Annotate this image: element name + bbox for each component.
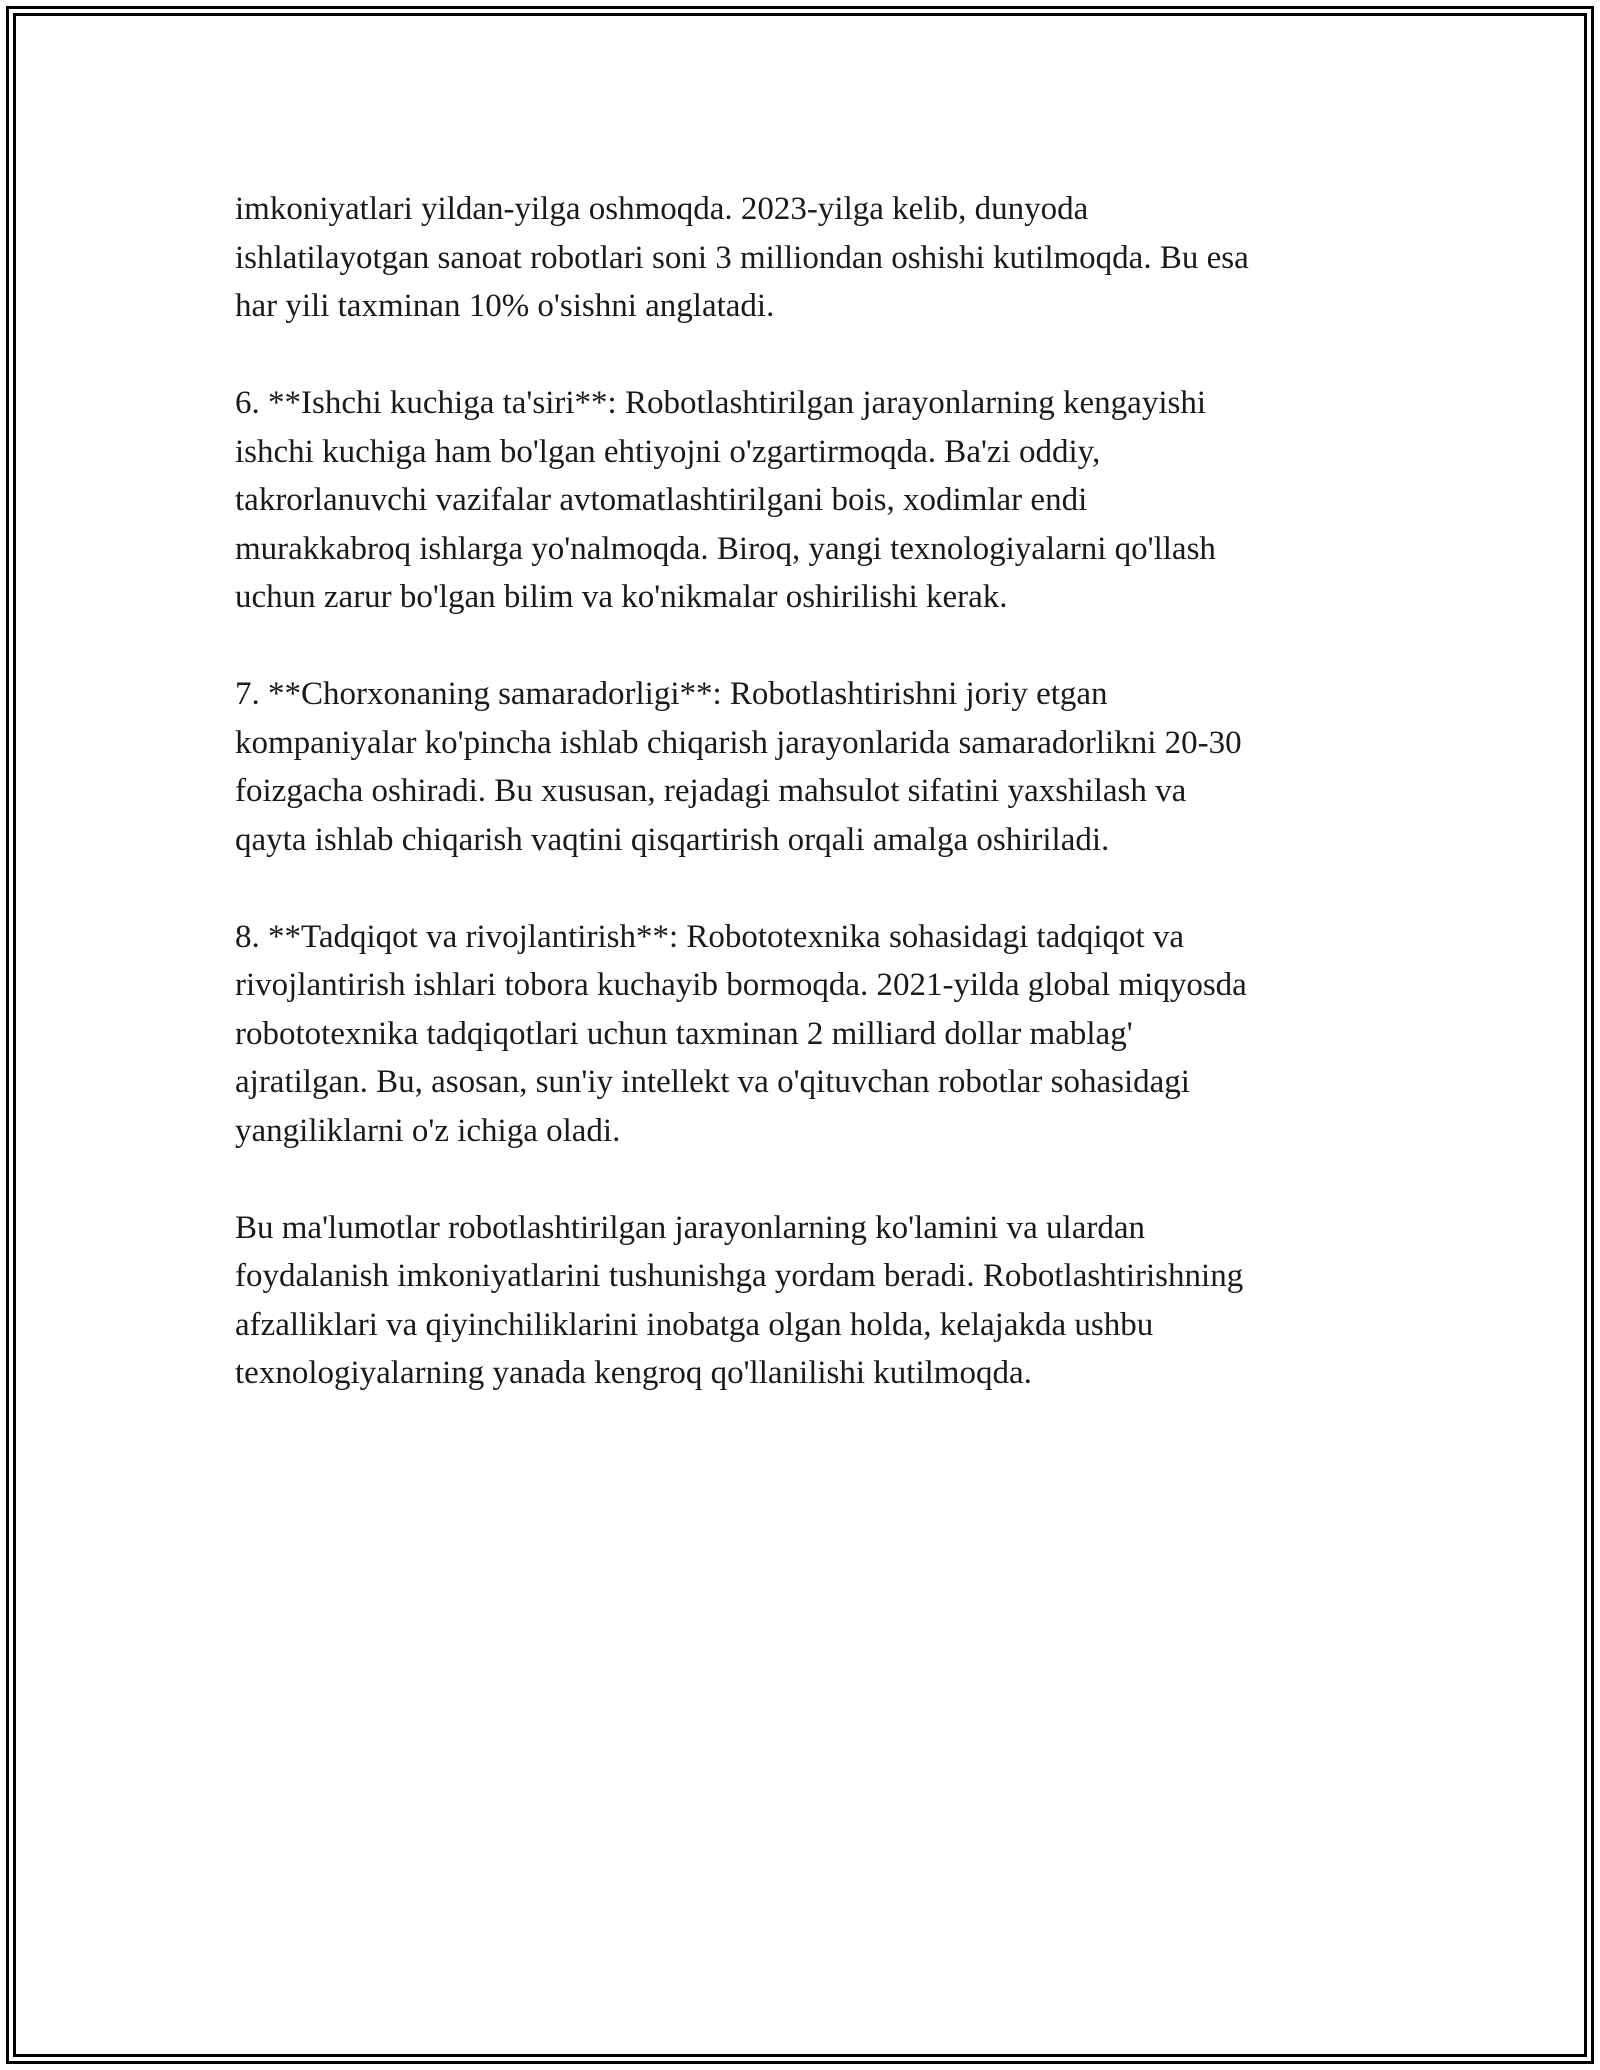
document-body — [235, 185, 1385, 1446]
paragraph-item-7: 7. **Chorxonaning samaradorligi**: Robotlashtirishni joriy etgan kompaniyalar ko'pincha ishlab chiqarish jarayonlarida samaradorlikni 20-30 foizgacha oshiradi. Bu xususan, rejadagi mahsulot sifatini yaxshilash va qayta ishlab chiqarish vaqtini qisqartirish orqali amalga oshiriladi. — [235, 676, 1242, 858]
paragraph-item-6: 6. **Ishchi kuchiga ta'siri**: Robotlashtirilgan jarayonlarning kengayishi ishchi kuchiga ham bo'lgan ehtiyojni o'zgartirmoqda. Ba'zi oddiy, takrorlanuvchi vazifalar avtomatlashtirilgani bois, xodimlar endi murakkabroq ishlarga yo'nalmoqda. Biroq, yangi texnologiyalarni qo'llash uchun zarur bo'lgan bilim va ko'nikmalar oshirilishi kerak. — [235, 385, 1216, 615]
paragraph-item-8: 8. **Tadqiqot va rivojlantirish**: Robototexnika sohasidagi tadqiqot va rivojlantirish ishlari tobora kuchayib bormoqda. 2021-yilda global miqyosda robototexnika tadqiqotlari uchun taxminan 2 milliard dollar mablag' ajratilgan. Bu, asosan, sun'iy intellekt va o'qituvchan robotlar sohasidagi yangiliklarni o'z ichiga oladi. — [235, 918, 1247, 1149]
paragraph-intro-continuation: imkoniyatlari yildan-yilga oshmoqda. 2023-yilga kelib, dunyoda ishlatilayotgan sanoat robotlari soni 3 milliondan oshishi kutilmoqda. Bu esa har yili taxminan 10% o'sishni anglatadi. — [235, 191, 1249, 324]
paragraph-conclusion: Bu ma'lumotlar robotlashtirilgan jarayonlarning ko'lamini va ulardan foydalanish imkoniyatlarini tushunishga yordam beradi. Robotlashtirishning afzalliklari va qiyinchiliklarini inobatga olgan holda, kelajakda ushbu texnologiyalarning yanada kengroq qo'llanilishi kutilmoqda. — [235, 1209, 1244, 1391]
